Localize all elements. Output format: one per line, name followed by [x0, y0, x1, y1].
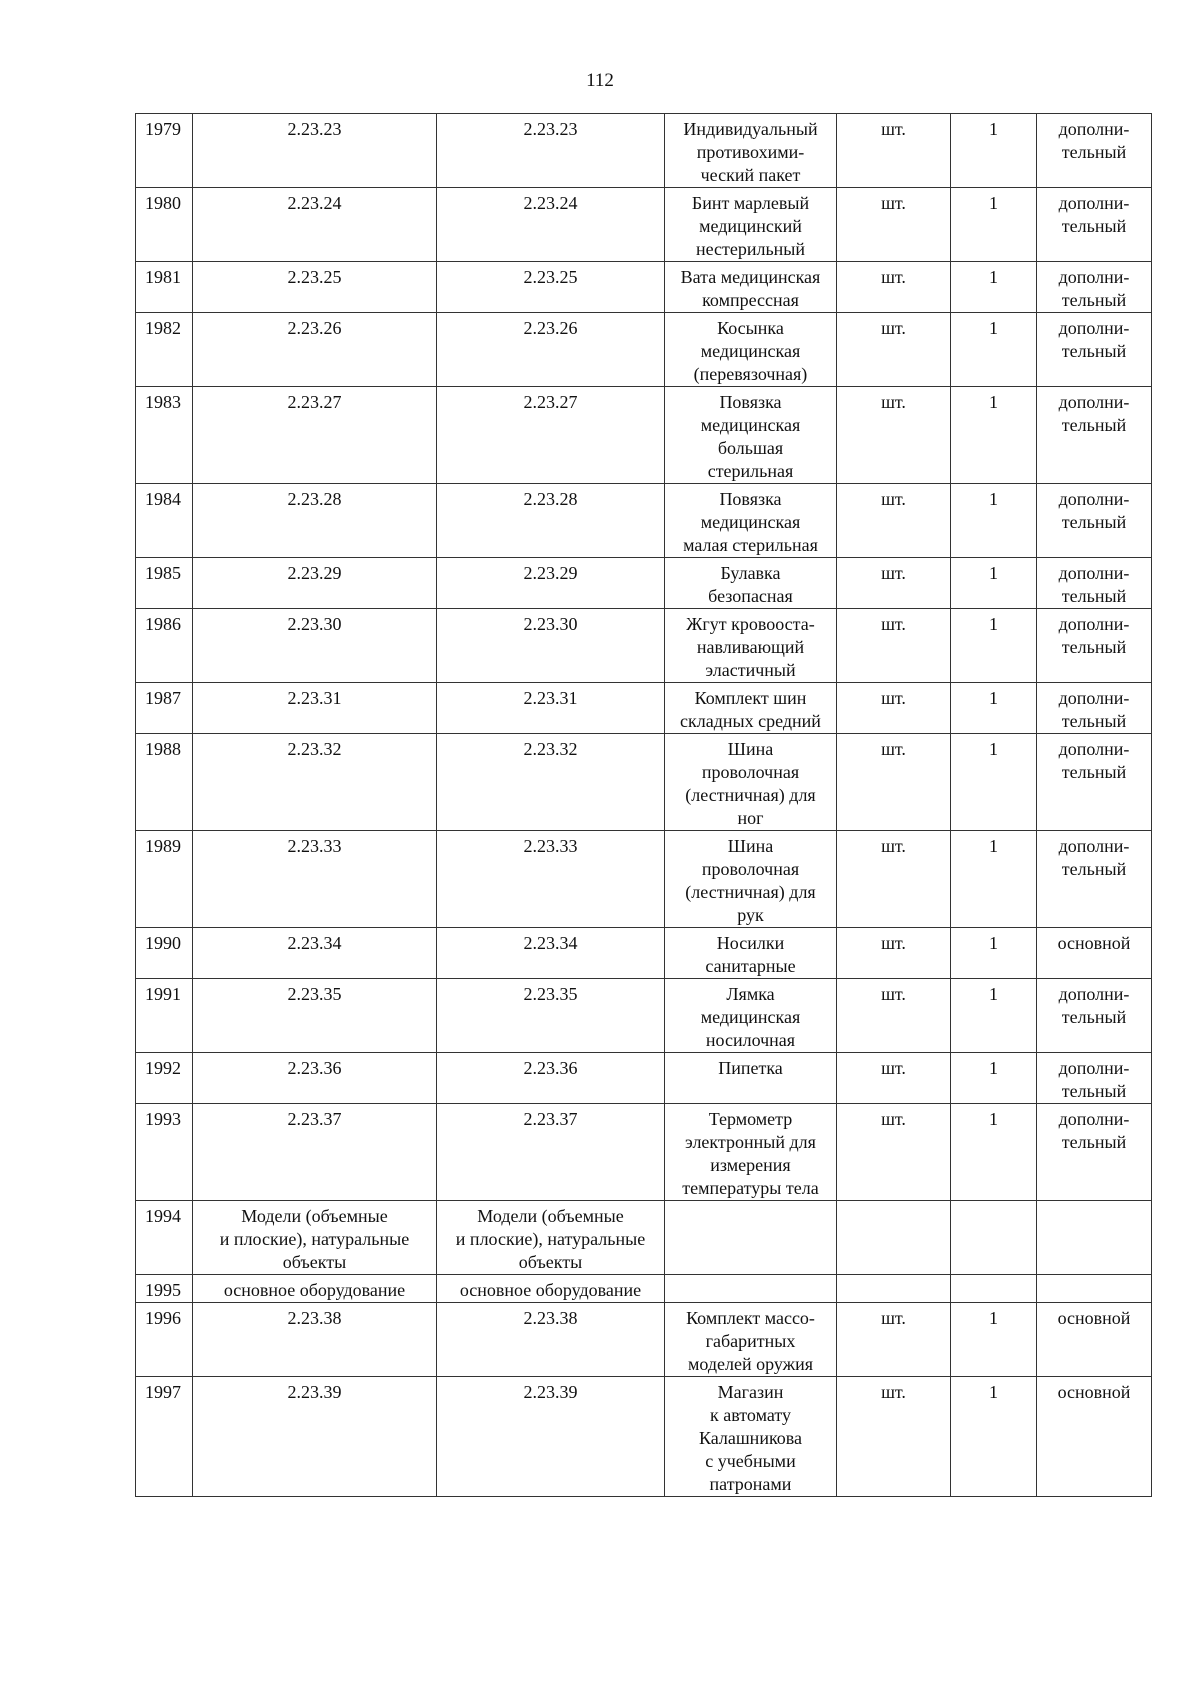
quantity-cell: 1 — [951, 1377, 1037, 1497]
item-name-cell: Термометр электронный для измерения температуры тела — [665, 1104, 837, 1201]
code-cell: 2.23.35 — [193, 979, 437, 1053]
code-cell: 2.23.39 — [193, 1377, 437, 1497]
code-cell-2: 2.23.34 — [437, 928, 665, 979]
quantity-cell: 1 — [951, 1104, 1037, 1201]
code-cell-2: 2.23.32 — [437, 734, 665, 831]
quantity-cell: 1 — [951, 831, 1037, 928]
code-cell-2: 2.23.36 — [437, 1053, 665, 1104]
row-number-cell: 1986 — [136, 609, 193, 683]
unit-cell: шт. — [837, 484, 951, 558]
unit-cell: шт. — [837, 734, 951, 831]
row-number-cell: 1983 — [136, 387, 193, 484]
row-number-cell: 1981 — [136, 262, 193, 313]
code-cell-2: 2.23.27 — [437, 387, 665, 484]
table-row — [136, 262, 1152, 313]
code-cell: 2.23.28 — [193, 484, 437, 558]
code-cell-2: 2.23.39 — [437, 1377, 665, 1497]
item-name-cell: Вата медицинская компрессная — [665, 262, 837, 313]
unit-cell: шт. — [837, 928, 951, 979]
equipment-type-cell: дополни- тельный — [1037, 831, 1152, 928]
row-number-cell: 1980 — [136, 188, 193, 262]
code-cell-2: 2.23.28 — [437, 484, 665, 558]
code-cell: 2.23.31 — [193, 683, 437, 734]
unit-cell: шт. — [837, 262, 951, 313]
table-row — [136, 558, 1152, 609]
item-name-cell — [665, 1275, 837, 1303]
unit-cell — [837, 1201, 951, 1275]
item-name-cell: Комплект шин складных средний — [665, 683, 837, 734]
item-name-cell: Косынка медицинская (перевязочная) — [665, 313, 837, 387]
quantity-cell: 1 — [951, 558, 1037, 609]
code-cell-2: 2.23.33 — [437, 831, 665, 928]
row-number-cell: 1993 — [136, 1104, 193, 1201]
code-cell: 2.23.29 — [193, 558, 437, 609]
row-number-cell: 1988 — [136, 734, 193, 831]
table-row — [136, 484, 1152, 558]
unit-cell: шт. — [837, 114, 951, 188]
quantity-cell — [951, 1275, 1037, 1303]
code-cell-2: 2.23.30 — [437, 609, 665, 683]
table-row — [136, 1104, 1152, 1201]
quantity-cell — [951, 1201, 1037, 1275]
item-name-cell: Пипетка — [665, 1053, 837, 1104]
code-cell: 2.23.26 — [193, 313, 437, 387]
code-cell-2: 2.23.29 — [437, 558, 665, 609]
unit-cell: шт. — [837, 387, 951, 484]
equipment-type-cell — [1037, 1275, 1152, 1303]
quantity-cell: 1 — [951, 1303, 1037, 1377]
unit-cell: шт. — [837, 831, 951, 928]
table-row — [136, 1303, 1152, 1377]
row-number-cell: 1997 — [136, 1377, 193, 1497]
equipment-type-cell: дополни- тельный — [1037, 979, 1152, 1053]
row-number-cell: 1984 — [136, 484, 193, 558]
row-number-cell: 1991 — [136, 979, 193, 1053]
equipment-type-cell: дополни- тельный — [1037, 609, 1152, 683]
equipment-type-cell: дополни- тельный — [1037, 387, 1152, 484]
code-cell-2: 2.23.26 — [437, 313, 665, 387]
row-number-cell: 1996 — [136, 1303, 193, 1377]
table-row — [136, 387, 1152, 484]
code-cell-2: 2.23.24 — [437, 188, 665, 262]
equipment-table — [135, 113, 1152, 1497]
table-row — [136, 831, 1152, 928]
unit-cell: шт. — [837, 1053, 951, 1104]
table-row — [136, 114, 1152, 188]
unit-cell: шт. — [837, 1303, 951, 1377]
code-cell: 2.23.36 — [193, 1053, 437, 1104]
item-name-cell: Индивидуальный противохими- ческий пакет — [665, 114, 837, 188]
table-row — [136, 683, 1152, 734]
row-number-cell: 1990 — [136, 928, 193, 979]
code-cell-2: основное оборудование — [437, 1275, 665, 1303]
code-cell: 2.23.30 — [193, 609, 437, 683]
item-name-cell: Булавка безопасная — [665, 558, 837, 609]
code-cell-2: Модели (объемные и плоские), натуральные объекты — [437, 1201, 665, 1275]
equipment-type-cell: дополни- тельный — [1037, 484, 1152, 558]
code-cell: 2.23.34 — [193, 928, 437, 979]
item-name-cell: Лямка медицинская носилочная — [665, 979, 837, 1053]
table-row — [136, 1377, 1152, 1497]
equipment-type-cell: основной — [1037, 1303, 1152, 1377]
row-number-cell: 1992 — [136, 1053, 193, 1104]
unit-cell: шт. — [837, 1377, 951, 1497]
row-number-cell: 1985 — [136, 558, 193, 609]
quantity-cell: 1 — [951, 979, 1037, 1053]
table-row — [136, 1201, 1152, 1275]
equipment-type-cell: дополни- тельный — [1037, 262, 1152, 313]
equipment-type-cell: дополни- тельный — [1037, 1104, 1152, 1201]
unit-cell: шт. — [837, 979, 951, 1053]
quantity-cell: 1 — [951, 387, 1037, 484]
item-name-cell: Повязка медицинская большая стерильная — [665, 387, 837, 484]
code-cell: 2.23.25 — [193, 262, 437, 313]
item-name-cell: Магазин к автомату Калашникова с учебными патронами — [665, 1377, 837, 1497]
item-name-cell: Шина проволочная (лестничная) для ног — [665, 734, 837, 831]
table-row — [136, 188, 1152, 262]
code-cell-2: 2.23.25 — [437, 262, 665, 313]
code-cell-2: 2.23.37 — [437, 1104, 665, 1201]
quantity-cell: 1 — [951, 734, 1037, 831]
unit-cell: шт. — [837, 188, 951, 262]
row-number-cell: 1994 — [136, 1201, 193, 1275]
code-cell: 2.23.27 — [193, 387, 437, 484]
quantity-cell: 1 — [951, 262, 1037, 313]
unit-cell — [837, 1275, 951, 1303]
item-name-cell: Шина проволочная (лестничная) для рук — [665, 831, 837, 928]
equipment-type-cell: дополни- тельный — [1037, 313, 1152, 387]
quantity-cell: 1 — [951, 188, 1037, 262]
code-cell-2: 2.23.31 — [437, 683, 665, 734]
equipment-type-cell: дополни- тельный — [1037, 1053, 1152, 1104]
equipment-type-cell: дополни- тельный — [1037, 683, 1152, 734]
row-number-cell: 1989 — [136, 831, 193, 928]
code-cell: 2.23.33 — [193, 831, 437, 928]
code-cell: 2.23.23 — [193, 114, 437, 188]
equipment-type-cell: дополни- тельный — [1037, 188, 1152, 262]
equipment-type-cell: основной — [1037, 928, 1152, 979]
table-row — [136, 1053, 1152, 1104]
table-row — [136, 609, 1152, 683]
code-cell-2: 2.23.38 — [437, 1303, 665, 1377]
table-row — [136, 313, 1152, 387]
item-name-cell: Жгут кровооста- навливающий эластичный — [665, 609, 837, 683]
equipment-type-cell — [1037, 1201, 1152, 1275]
unit-cell: шт. — [837, 313, 951, 387]
quantity-cell: 1 — [951, 928, 1037, 979]
table-row — [136, 734, 1152, 831]
row-number-cell: 1979 — [136, 114, 193, 188]
unit-cell: шт. — [837, 558, 951, 609]
quantity-cell: 1 — [951, 683, 1037, 734]
unit-cell: шт. — [837, 609, 951, 683]
equipment-type-cell: дополни- тельный — [1037, 734, 1152, 831]
item-name-cell: Носилки санитарные — [665, 928, 837, 979]
quantity-cell: 1 — [951, 114, 1037, 188]
quantity-cell: 1 — [951, 609, 1037, 683]
unit-cell: шт. — [837, 683, 951, 734]
unit-cell: шт. — [837, 1104, 951, 1201]
quantity-cell: 1 — [951, 484, 1037, 558]
row-number-cell: 1987 — [136, 683, 193, 734]
row-number-cell: 1995 — [136, 1275, 193, 1303]
row-number-cell: 1982 — [136, 313, 193, 387]
item-name-cell: Комплект массо- габаритных моделей оружия — [665, 1303, 837, 1377]
code-cell: 2.23.37 — [193, 1104, 437, 1201]
code-cell: 2.23.38 — [193, 1303, 437, 1377]
equipment-type-cell: основной — [1037, 1377, 1152, 1497]
code-cell-2: 2.23.23 — [437, 114, 665, 188]
code-cell: 2.23.32 — [193, 734, 437, 831]
equipment-type-cell: дополни- тельный — [1037, 114, 1152, 188]
item-name-cell — [665, 1201, 837, 1275]
table-row — [136, 1275, 1152, 1303]
code-cell: Модели (объемные и плоские), натуральные объекты — [193, 1201, 437, 1275]
table-row — [136, 979, 1152, 1053]
equipment-type-cell: дополни- тельный — [1037, 558, 1152, 609]
quantity-cell: 1 — [951, 1053, 1037, 1104]
item-name-cell: Бинт марлевый медицинский нестерильный — [665, 188, 837, 262]
quantity-cell: 1 — [951, 313, 1037, 387]
table-row — [136, 928, 1152, 979]
page-number: 112 — [586, 70, 614, 91]
code-cell: 2.23.24 — [193, 188, 437, 262]
item-name-cell: Повязка медицинская малая стерильная — [665, 484, 837, 558]
code-cell: основное оборудование — [193, 1275, 437, 1303]
code-cell-2: 2.23.35 — [437, 979, 665, 1053]
